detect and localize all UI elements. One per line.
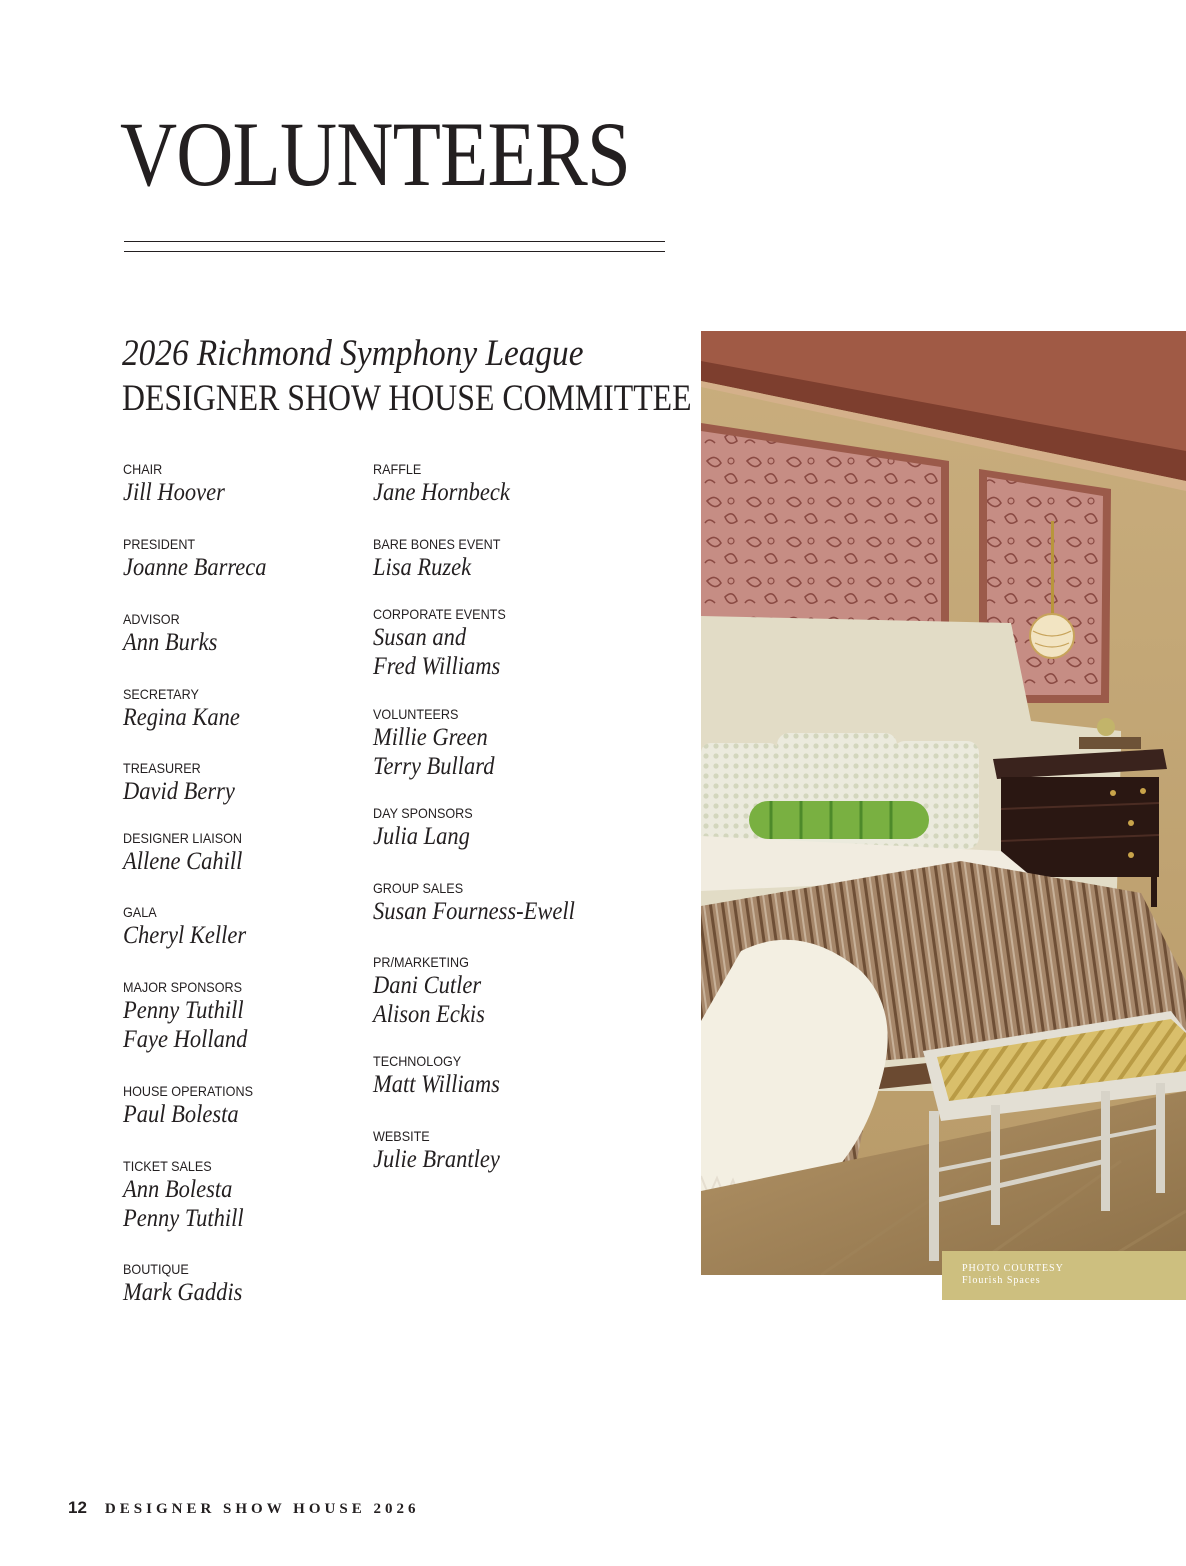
member-name: Alison Eckis bbox=[373, 1001, 485, 1028]
role-gala bbox=[123, 903, 260, 950]
role-label: WEBSITE bbox=[373, 1128, 430, 1144]
member-name: Penny Tuthill bbox=[123, 997, 244, 1024]
role-label: BARE BONES EVENT bbox=[373, 536, 501, 552]
role-label: RAFFLE bbox=[373, 461, 422, 477]
role-corporate-events bbox=[373, 605, 521, 681]
photo-credit-label: PHOTO COURTESY bbox=[962, 1263, 1064, 1274]
committee-subtitle: 2026 Richmond Symphony League bbox=[122, 333, 584, 374]
page-number: 12 bbox=[68, 1498, 87, 1517]
member-name: Allene Cahill bbox=[123, 848, 243, 875]
role-label: PR/MARKETING bbox=[373, 954, 469, 970]
role-raffle bbox=[373, 460, 525, 507]
role-label: GROUP SALES bbox=[373, 880, 464, 896]
photo-credit-source: Flourish Spaces bbox=[962, 1275, 1041, 1286]
role-president bbox=[123, 535, 282, 582]
role-label: HOUSE OPERATIONS bbox=[123, 1083, 253, 1099]
role-major-sponsors bbox=[123, 978, 261, 1054]
role-pr-marketing bbox=[373, 953, 497, 1029]
role-volunteers bbox=[373, 705, 508, 781]
member-name: David Berry bbox=[123, 778, 235, 805]
role-designer-liaison bbox=[123, 829, 256, 876]
member-name: Faye Holland bbox=[123, 1026, 248, 1053]
role-treasurer bbox=[123, 759, 247, 806]
role-label: MAJOR SPONSORS bbox=[123, 979, 243, 995]
role-house-operations bbox=[123, 1082, 267, 1129]
role-label: ADVISOR bbox=[123, 611, 180, 627]
role-label: TECHNOLOGY bbox=[373, 1053, 462, 1069]
member-name: Dani Cutler bbox=[373, 972, 482, 999]
role-group-sales bbox=[373, 879, 597, 926]
member-name: Lisa Ruzek bbox=[373, 554, 472, 581]
member-name: Mark Gaddis bbox=[123, 1279, 243, 1306]
role-label: GALA bbox=[123, 904, 157, 920]
role-website bbox=[373, 1127, 514, 1174]
role-label: TICKET SALES bbox=[123, 1158, 212, 1174]
role-ticket-sales bbox=[123, 1157, 257, 1233]
role-label: SECRETARY bbox=[123, 686, 199, 702]
role-label: BOUTIQUE bbox=[123, 1261, 189, 1277]
member-name: Penny Tuthill bbox=[123, 1205, 244, 1232]
member-name: Terry Bullard bbox=[373, 753, 495, 780]
member-name: Susan Fourness-Ewell bbox=[373, 898, 575, 925]
role-label: CHAIR bbox=[123, 461, 163, 477]
role-boutique bbox=[123, 1260, 256, 1307]
member-name: Matt Williams bbox=[373, 1071, 500, 1098]
member-name: Joanne Barreca bbox=[123, 554, 267, 581]
member-name: Ann Burks bbox=[123, 629, 218, 656]
member-name: Ann Bolesta bbox=[123, 1176, 233, 1203]
role-label: DESIGNER LIAISON bbox=[123, 830, 243, 846]
role-secretary bbox=[123, 685, 253, 732]
publication-title: DESIGNER SHOW HOUSE 2026 bbox=[104, 1501, 420, 1517]
role-technology bbox=[373, 1052, 514, 1099]
member-name: Paul Bolesta bbox=[123, 1101, 239, 1128]
member-name: Jane Hornbeck bbox=[373, 479, 510, 506]
page-title: VOLUNTEERS bbox=[120, 103, 631, 205]
role-label: VOLUNTEERS bbox=[373, 706, 459, 722]
photo-credit bbox=[942, 1251, 1186, 1300]
bedroom-illustration bbox=[701, 331, 1186, 1275]
member-name: Millie Green bbox=[373, 724, 488, 751]
role-day-sponsors bbox=[373, 804, 484, 851]
role-advisor bbox=[123, 610, 228, 657]
role-bare-bones-event bbox=[373, 535, 515, 582]
member-name: Fred Williams bbox=[373, 653, 501, 680]
role-chair bbox=[123, 460, 236, 507]
role-label: TREASURER bbox=[123, 760, 201, 776]
member-name: Jill Hoover bbox=[123, 479, 225, 506]
member-name: Regina Kane bbox=[123, 704, 240, 731]
title-divider-bottom bbox=[124, 251, 665, 252]
page-footer bbox=[68, 1498, 419, 1518]
role-label: CORPORATE EVENTS bbox=[373, 606, 506, 622]
member-name: Susan and bbox=[373, 624, 467, 651]
committee-heading: DESIGNER SHOW HOUSE COMMITTEE bbox=[122, 378, 692, 419]
member-name: Cheryl Keller bbox=[123, 922, 247, 949]
role-label: DAY SPONSORS bbox=[373, 805, 473, 821]
role-label: PRESIDENT bbox=[123, 536, 196, 552]
title-divider-top bbox=[124, 241, 665, 242]
member-name: Julia Lang bbox=[373, 823, 470, 850]
member-name: Julie Brantley bbox=[373, 1146, 500, 1173]
